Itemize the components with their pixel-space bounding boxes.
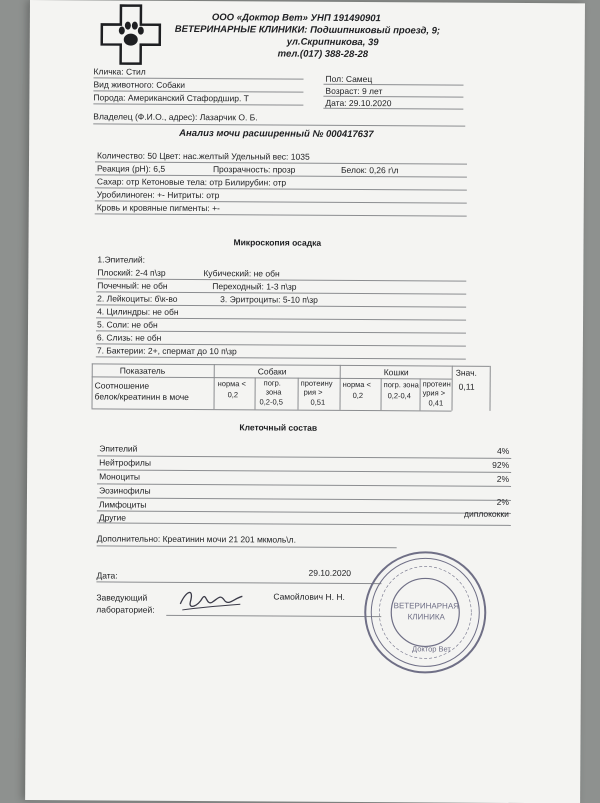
cat-prot-2: урия > [423, 388, 446, 397]
cat-border-1: погр. зона [384, 380, 419, 389]
ratio-value: 0,11 [459, 382, 475, 392]
signature-icon [176, 584, 246, 620]
cell-row-label: Лимфоциты [99, 499, 147, 509]
cat-norm-1: норма < [343, 380, 371, 389]
dog-border-1: погр. [264, 378, 281, 387]
col-dogs: Собаки [258, 366, 287, 376]
ratio-label-1: Соотношение [95, 380, 149, 390]
epithelium-cubic: Кубический: не обн [203, 268, 279, 278]
clinic-address: ВЕТЕРИНАРНЫЕ КЛИНИКИ: Подшипниковый проезд, 9; [175, 24, 440, 37]
patient-sex: Пол: Самец [325, 74, 372, 84]
document-page [25, 0, 585, 803]
general-ph: Реакция (pH): 6,5 [97, 163, 165, 173]
stamp-center-text: ВЕТЕРИНАРНАЯ КЛИНИКА [391, 600, 461, 622]
cell-row-value: диплококки [435, 508, 509, 518]
dog-norm-1: норма < [218, 379, 246, 388]
head-label-2: лабораторией: [96, 604, 154, 614]
analysis-date: Дата: 29.10.2020 [325, 98, 391, 108]
org-name: ООО «Доктор Вет» УНП 191490901 [212, 12, 381, 24]
analysis-title: Анализ мочи расширенный № 000417637 [179, 128, 373, 140]
patient-breed: Порода: Американский Стафордшир. Т [93, 92, 249, 103]
dog-prot-3: 0,51 [311, 398, 326, 407]
general-transparency: Прозрачность: прозр [213, 164, 295, 175]
dog-prot-1: протеину [301, 379, 333, 388]
epithelium-transitional: Переходный: 1-3 п\зр [212, 281, 296, 292]
cross-paw-logo-icon [100, 3, 162, 65]
leukocytes: 2. Лейкоциты: б\к-во [97, 293, 177, 303]
cell-row-label: Нейтрофилы [99, 457, 151, 467]
cat-prot-3: 0,41 [429, 398, 444, 407]
general-line-5: Кровь и кровяные пигменты: +- [97, 202, 220, 213]
cat-prot-1: протеин [423, 379, 451, 388]
patient-species: Вид животного: Собаки [93, 79, 185, 90]
owner-info: Владелец (Ф.И.О., адрес): Лазарчик О. Б. [93, 111, 257, 122]
cell-row-value: 92% [447, 460, 509, 470]
epithelium-flat: Плоский: 2-4 п\зр [97, 267, 165, 277]
general-protein: Белок: 0,26 г\л [341, 165, 399, 175]
epithelium-header: 1.Эпителий: [97, 254, 145, 264]
dog-border-2: зона [266, 387, 282, 396]
erythrocytes: 3. Эритроциты: 5-10 п\зр [220, 294, 318, 305]
cylinders: 4. Цилиндры: не обн [97, 306, 179, 316]
mucus: 6. Слизь: не обн [97, 332, 161, 342]
cell-row-label: Эпителий [99, 443, 137, 453]
cat-border-2: 0,2-0,4 [388, 391, 411, 400]
epithelium-renal: Почечный: не обн [97, 280, 167, 290]
cell-row-value: 4% [447, 446, 509, 456]
general-line-4: Уробилиноген: +- Нитриты: отр [97, 189, 220, 200]
cell-row-label: Другие [99, 512, 126, 522]
cat-norm-2: 0,2 [353, 391, 363, 400]
col-cats: Кошки [384, 367, 409, 377]
bacteria: 7. Бактерии: 2+, спермат до 10 п\зр [97, 345, 237, 356]
additional-info: Дополнительно: Креатинин мочи 21 201 мкмоль\л. [97, 533, 296, 544]
cell-row-label: Моноциты [99, 471, 140, 481]
dog-border-3: 0,2-0,5 [260, 397, 283, 406]
cell-row-value: 2% [447, 474, 509, 484]
ratio-label-2: белок/креатинин в моче [95, 391, 189, 402]
footer-date-label: Дата: [96, 570, 117, 580]
dog-prot-2: рия > [304, 388, 323, 397]
patient-age: Возраст: 9 лет [325, 86, 382, 96]
col-indicator: Показатель [120, 366, 166, 376]
head-label-1: Заведующий [96, 592, 147, 602]
head-name: Самойлович Н. Н. [273, 591, 345, 601]
general-line-3: Сахар: отр Кетоновые тела: отр Билирубин: отр [97, 176, 286, 187]
stamp-ring-text: Доктор Вет [412, 644, 451, 653]
salts: 5. Соли: не обн [97, 319, 158, 329]
cell-composition-title: Клеточный состав [239, 422, 317, 432]
patient-name: Кличка: Стил [94, 66, 146, 76]
footer-date-value: 29.10.2020 [308, 568, 351, 578]
cell-row-label: Эозинофилы [99, 485, 151, 495]
cell-row-value: 2% [447, 497, 509, 507]
col-value: Знач. [456, 368, 477, 378]
clinic-phone: тел.(017) 388-28-28 [278, 49, 368, 61]
dog-norm-2: 0,2 [228, 390, 238, 399]
clinic-street: ул.Скрипникова, 39 [287, 37, 379, 49]
general-line-1: Количество: 50 Цвет: нас.желтый Удельный вес: 1035 [97, 150, 310, 161]
microscopy-title: Микроскопия осадка [233, 237, 321, 248]
